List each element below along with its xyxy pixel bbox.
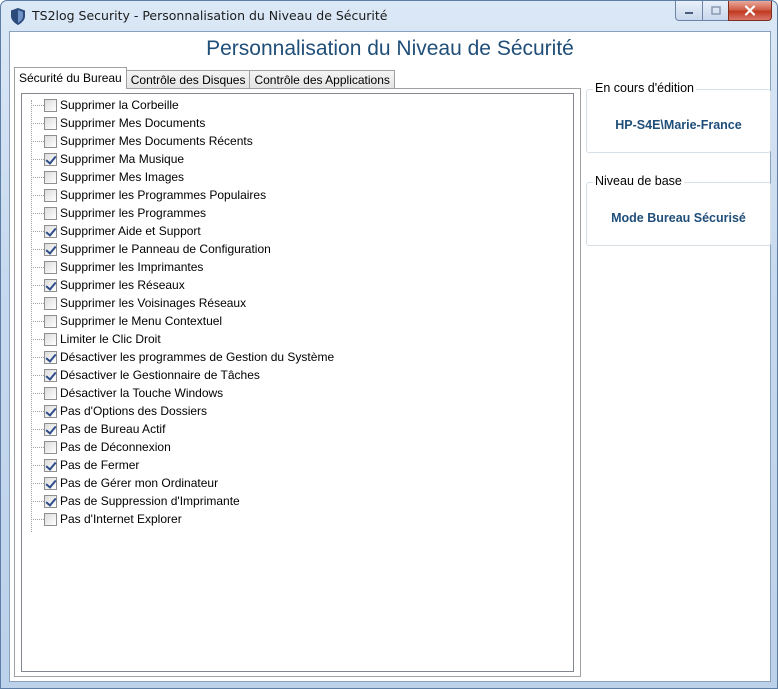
window-title: TS2log Security - Personnalisation du Niveau de Sécurité: [32, 8, 388, 23]
option-checkbox[interactable]: [44, 99, 57, 112]
close-icon: [744, 5, 756, 16]
option-label[interactable]: Pas de Fermer: [60, 458, 140, 472]
option-label[interactable]: Supprimer les Réseaux: [60, 278, 185, 292]
option-checkbox[interactable]: [44, 153, 57, 166]
tree-connector: [31, 123, 44, 124]
tree-connector: [31, 159, 44, 160]
tree-connector: [31, 105, 44, 106]
maximize-button[interactable]: [702, 1, 728, 21]
option-label[interactable]: Limiter le Clic Droit: [60, 332, 161, 346]
caption-buttons: [675, 1, 772, 22]
tree-connector: [31, 465, 44, 466]
tab-panel: [14, 88, 581, 677]
option-checkbox[interactable]: [44, 423, 57, 436]
option-label[interactable]: Supprimer Ma Musique: [60, 152, 185, 166]
option-checkbox[interactable]: [44, 135, 57, 148]
tree-connector: [31, 303, 44, 304]
tree-connector: [31, 501, 44, 502]
option-checkbox[interactable]: [44, 261, 57, 274]
option-label[interactable]: Supprimer Mes Documents: [60, 116, 206, 130]
tree-connector: [31, 231, 44, 232]
option-checkbox[interactable]: [44, 513, 57, 526]
tree-connector: [31, 249, 44, 250]
option-label[interactable]: Pas de Déconnexion: [60, 440, 171, 454]
editing-legend: En cours d'édition: [595, 81, 694, 95]
tab-strip: [14, 67, 395, 89]
option-label[interactable]: Désactiver le Gestionnaire de Tâches: [60, 368, 260, 382]
option-checkbox[interactable]: [44, 171, 57, 184]
option-checkbox[interactable]: [44, 297, 57, 310]
tree-connector: [31, 177, 44, 178]
options-tree[interactable]: [21, 93, 574, 672]
base-level-groupbox: [586, 174, 771, 246]
maximize-icon: [711, 6, 721, 15]
option-checkbox[interactable]: [44, 333, 57, 346]
editing-groupbox: [586, 81, 771, 153]
tree-connector: [31, 285, 44, 286]
option-label[interactable]: Supprimer la Corbeille: [60, 98, 179, 112]
option-label[interactable]: Désactiver la Touche Windows: [60, 386, 224, 400]
option-label[interactable]: Supprimer Aide et Support: [60, 224, 201, 238]
tree-connector: [31, 411, 44, 412]
option-label[interactable]: Supprimer le Panneau de Configuration: [60, 242, 271, 256]
option-checkbox[interactable]: [44, 117, 57, 130]
option-label[interactable]: Supprimer le Menu Contextuel: [60, 314, 223, 328]
option-label[interactable]: Pas d'Options des Dossiers: [60, 404, 208, 418]
close-button[interactable]: [728, 1, 772, 21]
title-bar[interactable]: [1, 1, 777, 31]
option-checkbox[interactable]: [44, 441, 57, 454]
option-checkbox[interactable]: [44, 405, 57, 418]
option-label[interactable]: Pas de Bureau Actif: [60, 422, 166, 436]
option-checkbox[interactable]: [44, 207, 57, 220]
option-label[interactable]: Supprimer Mes Images: [60, 170, 185, 184]
option-checkbox[interactable]: [44, 243, 57, 256]
minimize-button[interactable]: [675, 1, 702, 21]
option-checkbox[interactable]: [44, 351, 57, 364]
tree-connector: [31, 267, 44, 268]
tree-connector: [31, 100, 32, 532]
option-checkbox[interactable]: [44, 279, 57, 292]
option-checkbox[interactable]: [44, 189, 57, 202]
option-label[interactable]: Pas d'Internet Explorer: [60, 512, 182, 526]
tree-connector: [31, 213, 44, 214]
tree-connector: [31, 321, 44, 322]
client-area: [9, 31, 771, 682]
option-checkbox[interactable]: [44, 315, 57, 328]
tab-controle-applications[interactable]: Contrôle des Applications: [249, 70, 394, 89]
base-level-value: Mode Bureau Sécurisé: [611, 211, 746, 225]
option-checkbox[interactable]: [44, 495, 57, 508]
option-label[interactable]: Pas de Suppression d'Imprimante: [60, 494, 240, 508]
option-label[interactable]: Supprimer les Programmes: [60, 206, 207, 220]
tree-connector: [31, 447, 44, 448]
page-title: Personnalisation du Niveau de Sécurité: [206, 37, 574, 60]
option-label[interactable]: Supprimer Mes Documents Récents: [60, 134, 253, 148]
tab-controle-disques[interactable]: Contrôle des Disques: [126, 70, 251, 89]
tree-connector: [31, 195, 44, 196]
option-label[interactable]: Pas de Gérer mon Ordinateur: [60, 476, 219, 490]
shield-icon: [10, 8, 26, 25]
tree-connector: [31, 483, 44, 484]
option-checkbox[interactable]: [44, 225, 57, 238]
minimize-icon: [684, 7, 694, 15]
tree-connector: [31, 375, 44, 376]
option-label[interactable]: Désactiver les programmes de Gestion du Système: [60, 350, 335, 364]
tree-connector: [31, 357, 44, 358]
option-checkbox[interactable]: [44, 459, 57, 472]
tab-securite-bureau[interactable]: Sécurité du Bureau: [14, 67, 127, 89]
editing-user: HP-S4E\Marie-France: [615, 118, 742, 132]
tree-connector: [31, 519, 44, 520]
tree-connector: [31, 429, 44, 430]
tree-connector: [31, 141, 44, 142]
option-label[interactable]: Supprimer les Programmes Populaires: [60, 188, 267, 202]
option-label[interactable]: Supprimer les Imprimantes: [60, 260, 204, 274]
tree-connector: [31, 339, 44, 340]
option-checkbox[interactable]: [44, 387, 57, 400]
option-checkbox[interactable]: [44, 477, 57, 490]
option-label[interactable]: Supprimer les Voisinages Réseaux: [60, 296, 247, 310]
tree-connector: [31, 393, 44, 394]
base-level-legend: Niveau de base: [595, 174, 682, 188]
option-checkbox[interactable]: [44, 369, 57, 382]
